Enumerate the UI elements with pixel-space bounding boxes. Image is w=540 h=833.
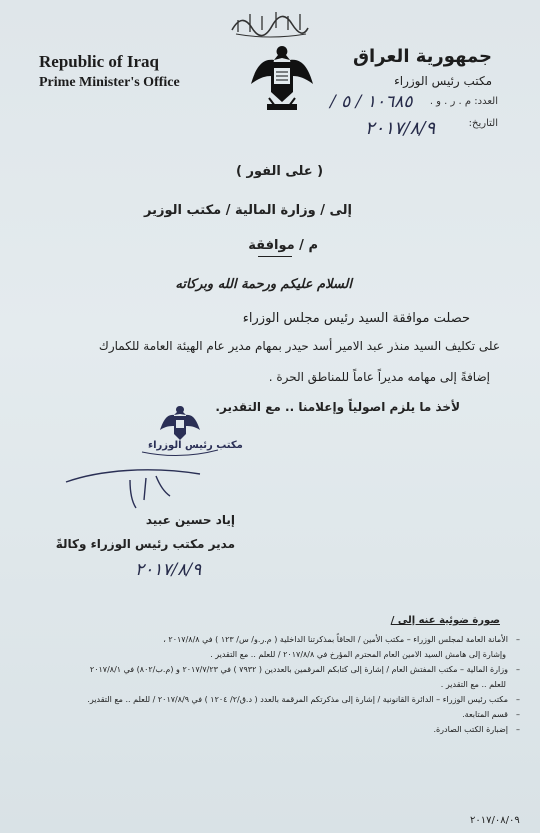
date-label: التاريخ: xyxy=(468,118,498,129)
greeting: السلام عليكم ورحمة الله وبركاته xyxy=(175,277,352,292)
body-line-3: إضافةً إلى مهامه مديراً عاماً للمناطق الحرة . xyxy=(268,370,490,384)
stamp-text: مكتب رئيس الوزراء xyxy=(148,440,243,451)
list-item: – إضبارة الكتب الصادرة. xyxy=(10,722,520,737)
header-office-ar: مكتب رئيس الوزراء xyxy=(394,74,492,88)
list-item: للعلم .. مع التقدير . xyxy=(440,680,506,689)
signatory-name: إياد حسين عبيد xyxy=(145,513,235,527)
reference-number-handwritten: ١٠٦٨٥ / ٥ / xyxy=(330,92,413,112)
basmala-calligraphy xyxy=(228,6,312,40)
footer-date: ٢٠١٧/٠٨/٠٩ xyxy=(470,815,520,826)
signature-date-handwritten: ٢٠١٧/٨/٩ xyxy=(135,560,202,580)
reference-label: العدد: م . ر . و . xyxy=(429,96,498,107)
body-line-4: لأخذ ما يلزم اصولياً وإعلامنا .. مع التقدير. xyxy=(215,400,460,414)
handwritten-signature xyxy=(60,462,220,514)
list-item: – مكتب رئيس الوزراء – الدائرة القانونية / إشارة إلى مذكرتكم المرقمة بالعدد ( د.ق/٢/ ١٢٠٤ ) في ٢٠١٧/٨/٩ / للعلم .. مع التقدير. xyxy=(10,692,520,707)
body-line-1: حصلت موافقة السيد رئيس مجلس الوزراء xyxy=(242,311,470,326)
coat-of-arms-emblem xyxy=(247,40,317,120)
header-office-en: Prime Minister's Office xyxy=(39,75,180,90)
signatory-title: مدير مكتب رئيس الوزراء وكالةً xyxy=(55,537,235,551)
subject-line: م / موافقة xyxy=(248,238,318,253)
list-item: – الأمانة العامة لمجلس الوزراء – مكتب الأمين / الحاقاً بمذكرتنا الداخلية ( م.ر.و/ س/ ١٢٣ ) في ٢٠١٧/٨/٨ ، xyxy=(10,632,520,647)
list-item: – وزارة المالية – مكتب المفتش العام / إشارة إلى كتابكم المرقمين بالعددين ( ٧٩٣٢ ) في ٢٠١٧/٧/٢٣ و (م.ب/٨٠٢) في ٢٠١٧/٨/١ xyxy=(10,662,520,677)
urgency-note: ( على الفور ) xyxy=(236,164,324,179)
subject-underline xyxy=(258,256,292,257)
body-line-2: على تكليف السيد منذر عبد الامير أسد حيدر بمهام مدير عام الهيئة العامة للكمارك xyxy=(98,339,500,353)
copies-title: صورة ضوئية عنه إلى / xyxy=(390,615,500,626)
list-item: – قسم المتابعة. xyxy=(10,707,520,722)
official-stamp xyxy=(138,402,222,464)
header-country-en: Republic of Iraq xyxy=(39,52,159,71)
copies-list xyxy=(10,632,520,737)
list-item: وإشارة إلى هامش السيد الامين العام المحترم المؤرخ في ٢٠١٧/٨/٨ / للعلم .. مع التقدير . xyxy=(210,650,506,659)
recipient-line: إلى / وزارة المالية / مكتب الوزير xyxy=(144,203,352,218)
header-country-ar: جمهورية العراق xyxy=(352,46,492,67)
date-handwritten: ٢٠١٧/٨/٩ xyxy=(365,118,436,139)
